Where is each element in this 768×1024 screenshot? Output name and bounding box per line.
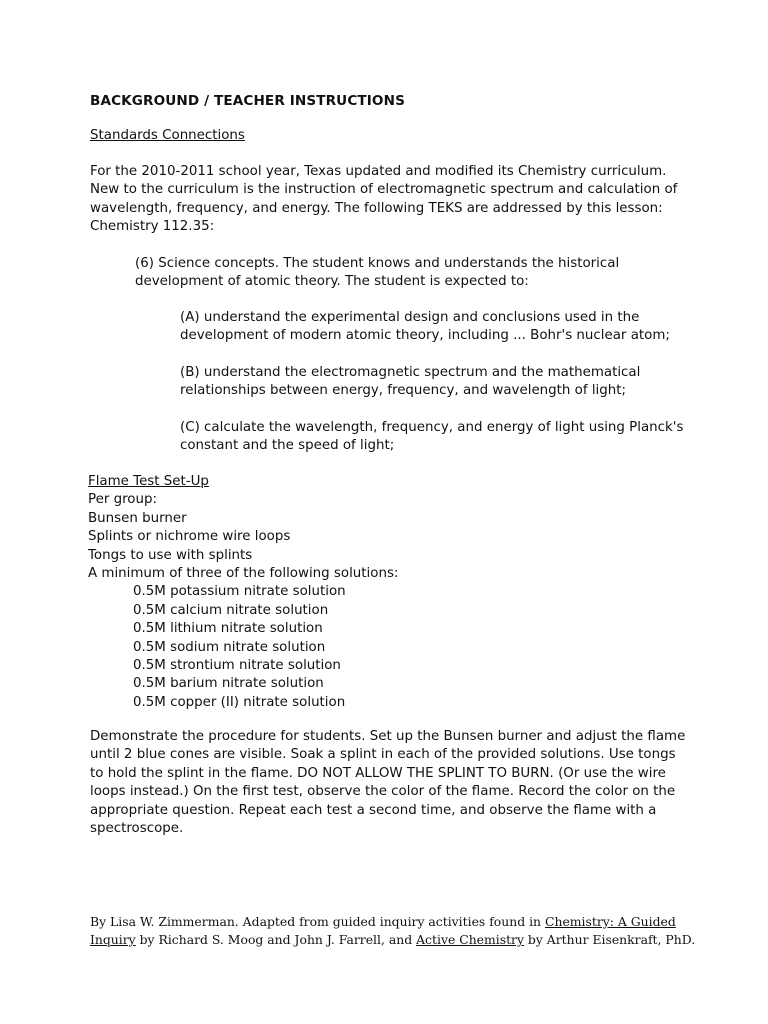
solution-item: 0.5M calcium nitrate solution: [133, 602, 329, 618]
flame-test-section: [88, 473, 398, 712]
intro-line: New to the curriculum is the instruction of electromagnetic spectrum and calculation of: [90, 182, 678, 198]
solution-item: 0.5M potassium nitrate solution: [133, 584, 346, 600]
procedure-line: appropriate question. Repeat each test a second time, and observe the flame with a: [90, 802, 657, 818]
credit-prefix: By Lisa W. Zimmerman. Adapted from guided inquiry activities found in: [90, 914, 545, 929]
solution-item: 0.5M sodium nitrate solution: [133, 639, 326, 655]
intro-line: For the 2010-2011 school year, Texas updated and modified its Chemistry curriculum.: [90, 164, 667, 179]
teks-item-a: [90, 309, 670, 346]
book-title-chemistry-guided-inquiry: Chemistry: A Guided: [544, 914, 676, 929]
teks-item-b: [90, 364, 640, 401]
materials-item: Splints or nichrome wire loops: [88, 529, 291, 545]
solution-item: 0.5M strontium nitrate solution: [133, 658, 341, 674]
flame-test-heading: Flame Test Set-Up: [88, 474, 209, 489]
item-b-line: (B) understand the electromagnetic spectrum and the mathematical: [180, 365, 641, 380]
materials-item: A minimum of three of the following solutions:: [88, 566, 399, 582]
teks-item-c: [90, 419, 683, 456]
intro-paragraph: [90, 163, 677, 237]
credit-suffix: by Arthur Eisenkraft, PhD.: [523, 932, 696, 947]
credit-footer: [90, 913, 696, 949]
materials-item: Per group:: [88, 492, 157, 508]
standards-heading-text: Standards Connections: [90, 128, 245, 143]
item-b-line: relationships between energy, frequency, and wavelength of light;: [180, 383, 627, 399]
solution-item: 0.5M copper (II) nitrate solution: [133, 694, 346, 710]
standards-heading: [90, 127, 245, 145]
credit-mid: by Richard S. Moog and John J. Farrell, and: [135, 932, 417, 947]
materials-item: Bunsen burner: [88, 510, 187, 526]
teks-line: development of atomic theory. The student is expected to:: [135, 274, 529, 290]
intro-line: wavelength, frequency, and energy. The following TEKS are addressed by this lesson:: [90, 200, 663, 216]
solution-item: 0.5M lithium nitrate solution: [133, 621, 323, 637]
materials-item: Tongs to use with splints: [88, 547, 253, 563]
procedure-line: to hold the splint in the flame. DO NOT ALLOW THE SPLINT TO BURN. (Or use the wire: [90, 765, 666, 781]
teks-line: (6) Science concepts. The student knows and understands the historical: [135, 256, 620, 271]
item-c-line: (C) calculate the wavelength, frequency, and energy of light using Planck's: [180, 420, 684, 435]
procedure-line: spectroscope.: [90, 821, 184, 837]
procedure-paragraph: [90, 728, 685, 838]
intro-line: Chemistry 112.35:: [90, 219, 215, 235]
item-a-line: (A) understand the experimental design and conclusions used in the: [180, 310, 640, 325]
procedure-line: loops instead.) On the first test, observe the color of the flame. Record the color on the: [90, 784, 676, 800]
procedure-line: until 2 blue cones are visible. Soak a splint in each of the provided solutions. Use tongs: [90, 747, 676, 763]
item-a-line: development of modern atomic theory, including ... Bohr's nuclear atom;: [180, 328, 670, 344]
book-title-chemistry-guided-inquiry-cont: Inquiry: [90, 932, 136, 947]
procedure-line: Demonstrate the procedure for students. Set up the Bunsen burner and adjust the flame: [90, 729, 686, 744]
solution-item: 0.5M barium nitrate solution: [133, 676, 324, 692]
teks-paragraph: [90, 255, 619, 292]
page-title: BACKGROUND / TEACHER INSTRUCTIONS: [90, 93, 405, 109]
book-title-active-chemistry: Active Chemistry: [416, 932, 524, 947]
item-c-line: constant and the speed of light;: [180, 438, 395, 454]
